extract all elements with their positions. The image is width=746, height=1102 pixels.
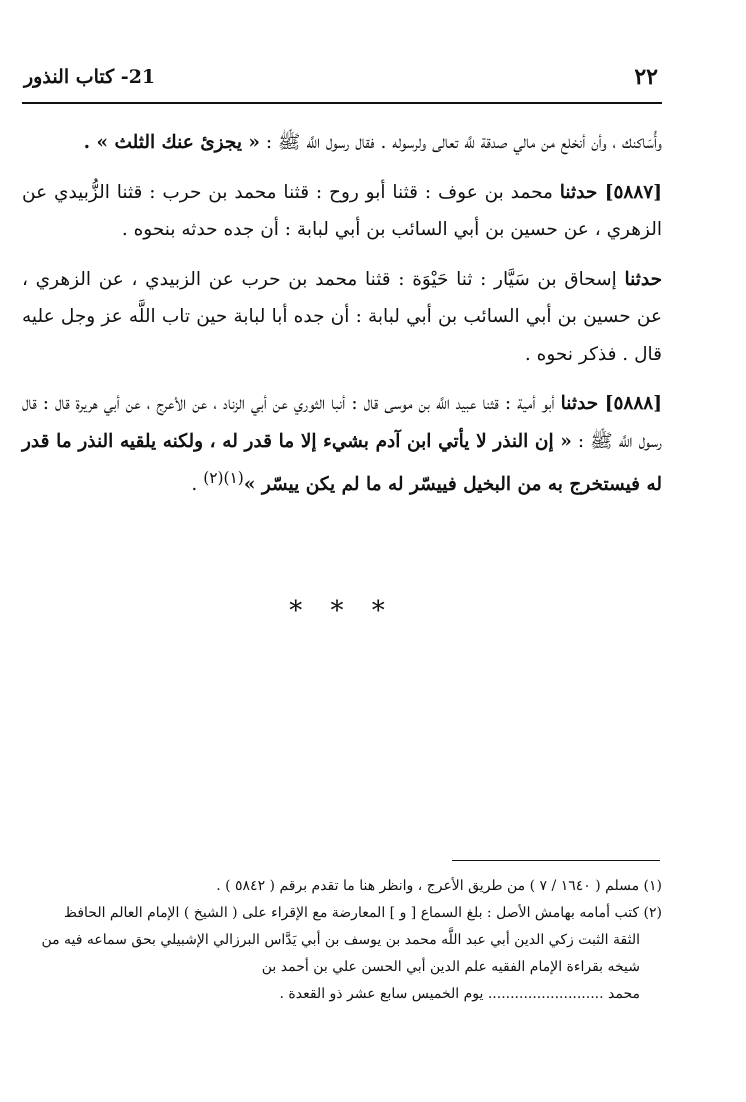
footnotes: [22, 873, 662, 1008]
paragraph-1-text: وأُسَاكنك ، وأن أنخلع من مالي صدقة للَّه تعالى ولرسوله . فقال رسول اللَّه ﷺ :: [265, 132, 662, 153]
footnote-rule: [452, 860, 660, 861]
paragraph-4-text: أبو أمية : قثنا عبيد اللَّه بن موسى قال : أنبا الثوري عن أبي الزناد ، عن الأعرج ، عن أبي هريرة قال : قال رسول اللَّه ﷺ :: [22, 393, 662, 452]
paragraph-3: [22, 261, 662, 374]
header-rule: [22, 102, 662, 104]
paragraph-3-text: إسحاق بن سَيَّار : ثنا حَيْوَة : قثنا محمد بن حرب عن الزبيدي ، عن الزهري ، عن حسين بن أبي السائب بن أبي لبابة : أن جده أبا لبابة حين تاب اللَّه عز وجل عليه قال . فذكر نحوه .: [22, 268, 662, 365]
main-text: [22, 124, 662, 516]
footnote-refs: (١)(٢): [203, 469, 244, 487]
hadith-quote-1: « يجزئ عنك الثلث » .: [83, 132, 260, 153]
book-page: [22, 58, 662, 1088]
page-number: ٢٢: [634, 64, 658, 90]
hadith-number-5888: [٥٨٨٨] حدثنا: [560, 393, 662, 414]
page-header: [22, 58, 662, 98]
chapter-title: 21- كتاب النذور: [24, 66, 156, 88]
narration-lead: حدثنا: [624, 268, 662, 290]
footnote-2-line-3: شيخه بقراءة الإمام الفقيه علم الدين أبي الحسن علي بن أحمد بن: [261, 959, 640, 975]
section-separator: * * *: [289, 596, 395, 626]
paragraph-2: [22, 174, 662, 249]
paragraph-4-end: .: [191, 474, 204, 496]
footnote-2-line-2: الثقة الثبت زكي الدين أبي عبد اللَّه محمد بن يوسف بن أبي يَدَّاس البرزالي الإشبيلي بحق سماعه فيه من: [41, 932, 640, 948]
hadith-number-5887: [٥٨٨٧] حدثنا: [559, 181, 662, 203]
footnote-2-line-1: (٢) كتب أمامه بهامش الأصل : بلغ السماع [ و ] المعارضة مع الإقراء على ( الشيخ ) الإمام العالم الحافظ: [64, 905, 662, 921]
paragraph-1: [22, 124, 662, 162]
footnote-1: (١) مسلم ( ١٦٤٠ / ٧ ) من طريق الأعرج ، وانظر هنا ما تقدم برقم ( ٥٨٤٢ ) .: [216, 878, 662, 894]
paragraph-2-text: محمد بن عوف : قثنا أبو روح : قثنا محمد بن حرب : قثنا الزُّبيدي عن الزهري ، عن حسين بن أبي السائب بن أبي لبابة : أن جده حدثه بنحوه .: [22, 181, 662, 240]
footnote-2-line-4: محمد .......................... يوم الخميس سابع عشر ذو القعدة .: [279, 986, 640, 1002]
paragraph-4: [22, 385, 662, 504]
hadith-quote-2: « إن النذر لا يأتي ابن آدم بشيء إلا ما قدر له ، ولكنه يلقيه النذر ما قدر له فيستخرج به من البخيل فييسّر له ما لم يكن ييسّر »: [22, 430, 662, 496]
